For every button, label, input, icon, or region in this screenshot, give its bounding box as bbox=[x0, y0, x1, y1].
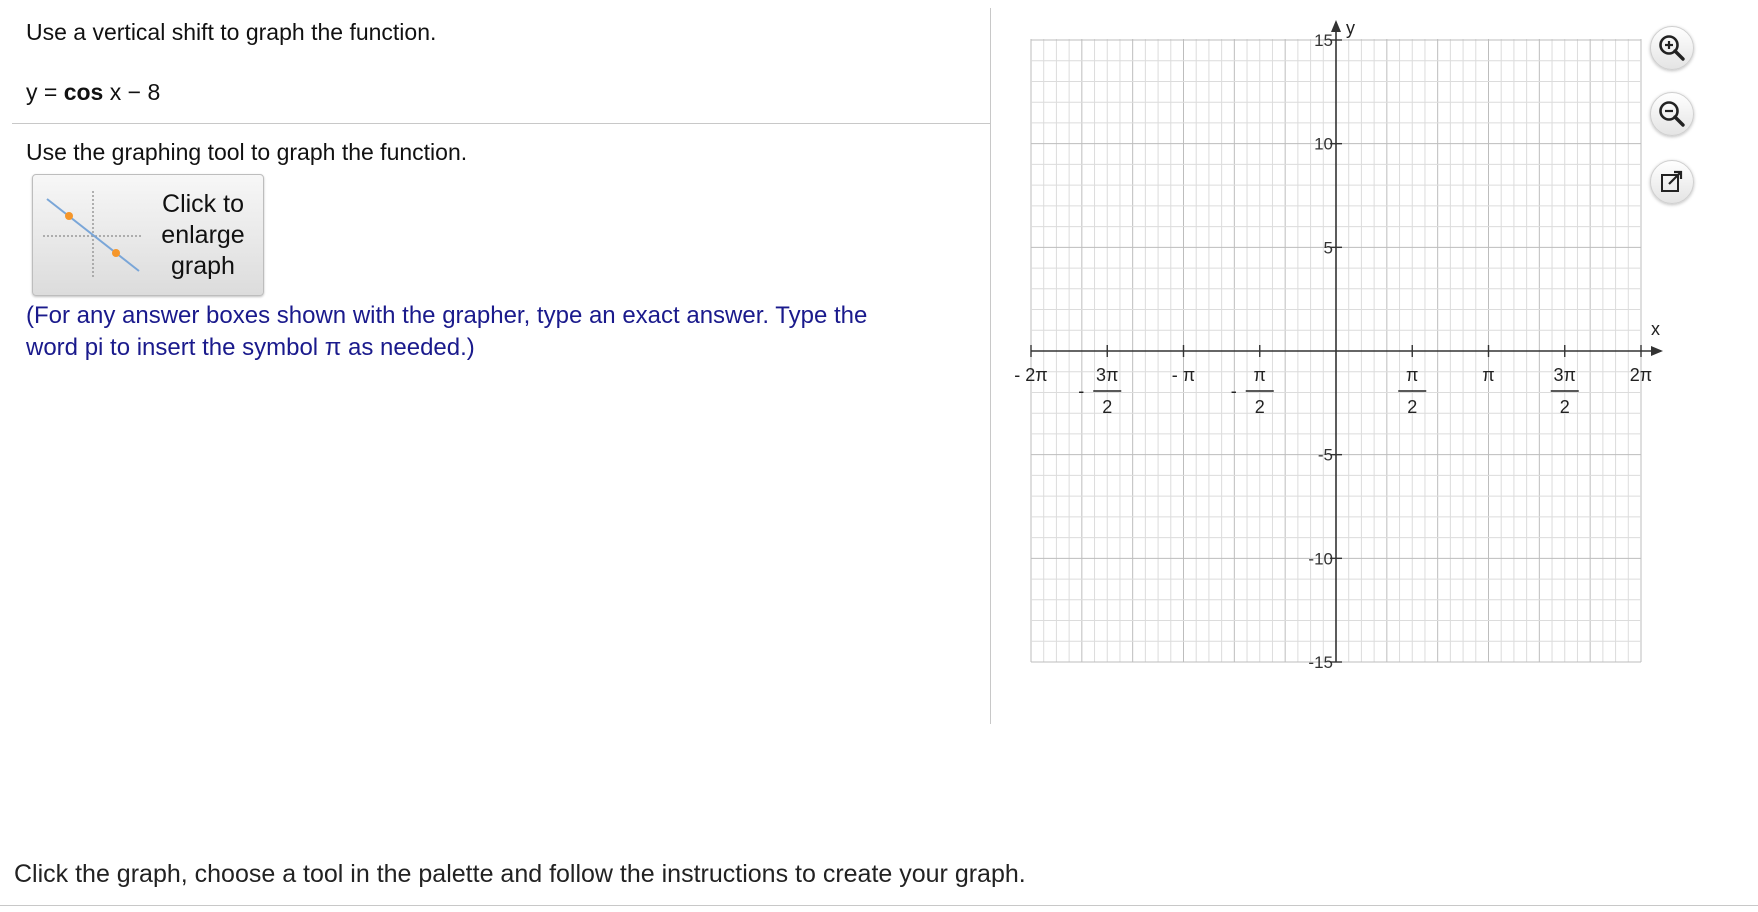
x-tick-denominator: 2 bbox=[1407, 397, 1418, 417]
y-tick-label: -5 bbox=[1317, 445, 1333, 465]
enlarge-label-line: Click to bbox=[162, 190, 244, 218]
x-tick-label: π bbox=[1482, 365, 1495, 385]
external-link-icon bbox=[1659, 169, 1685, 195]
x-tick-denominator: 2 bbox=[1102, 397, 1113, 417]
enlarge-graph-button[interactable] bbox=[32, 174, 264, 296]
y-axis-label: y bbox=[1346, 18, 1355, 38]
zoom-out-button[interactable] bbox=[1650, 92, 1694, 136]
x-axis-arrow bbox=[1651, 346, 1663, 356]
y-tick-label: 5 bbox=[1323, 238, 1333, 258]
x-tick-label: - 2π bbox=[1014, 365, 1048, 385]
zoom-out-icon bbox=[1657, 99, 1687, 129]
popout-button[interactable] bbox=[1650, 160, 1694, 204]
y-tick-label: -10 bbox=[1308, 549, 1333, 569]
enlarge-graph-label bbox=[145, 189, 261, 282]
graph-canvas[interactable] bbox=[1014, 18, 1660, 672]
x-tick-denominator: 2 bbox=[1254, 397, 1265, 417]
x-tick-numerator: 3π bbox=[1096, 365, 1119, 385]
panel-divider bbox=[990, 8, 991, 724]
zoom-in-button[interactable] bbox=[1650, 26, 1694, 70]
enlarge-label-line: graph bbox=[171, 252, 235, 280]
equation-function-name: cos bbox=[63, 79, 104, 105]
x-tick-numerator: π bbox=[1253, 365, 1266, 385]
x-tick-sign: - bbox=[1078, 381, 1085, 401]
y-tick-label: 15 bbox=[1314, 31, 1333, 50]
footer-divider bbox=[0, 905, 1758, 906]
x-tick-label: - π bbox=[1171, 365, 1196, 385]
y-tick-label: 10 bbox=[1314, 134, 1333, 154]
x-tick-numerator: π bbox=[1406, 365, 1419, 385]
question-prompt: Use a vertical shift to graph the function. bbox=[26, 19, 437, 45]
answer-note-line: (For any answer boxes shown with the grapher, type an exact answer. Type the bbox=[26, 302, 868, 329]
section-divider bbox=[12, 123, 990, 124]
graphing-instruction: Use the graphing tool to graph the function. bbox=[26, 139, 468, 165]
answer-note-line: word pi to insert the symbol π as needed.) bbox=[26, 334, 475, 361]
zoom-in-icon bbox=[1657, 33, 1687, 63]
function-equation bbox=[26, 79, 160, 106]
answer-note bbox=[26, 300, 966, 364]
x-tick-denominator: 2 bbox=[1559, 397, 1570, 417]
enlarge-label-line: enlarge bbox=[161, 221, 245, 249]
x-tick-sign: - bbox=[1230, 381, 1237, 401]
graph-thumbnail-icon bbox=[43, 189, 143, 279]
equation-lhs: y = bbox=[26, 79, 58, 105]
x-tick-label: 2π bbox=[1629, 365, 1653, 385]
x-axis-label: x bbox=[1651, 319, 1660, 339]
graph-instructions-footer: Click the graph, choose a tool in the palette and follow the instructions to create your graph. bbox=[14, 860, 1026, 888]
equation-rhs: x − 8 bbox=[109, 79, 161, 105]
graph-axes bbox=[1031, 18, 1663, 662]
y-tick-label: -15 bbox=[1308, 653, 1333, 672]
x-tick-numerator: 3π bbox=[1553, 365, 1576, 385]
